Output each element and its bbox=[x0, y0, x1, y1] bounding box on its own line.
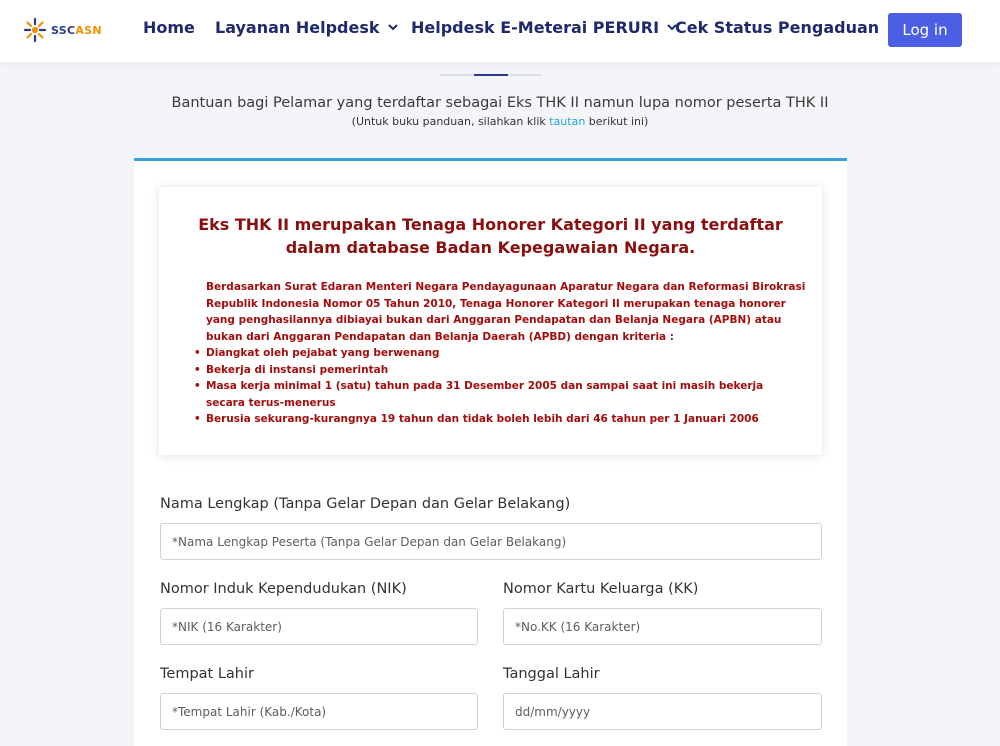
nik-input[interactable] bbox=[160, 608, 478, 645]
logo-text bbox=[51, 24, 102, 37]
sscasn-logo-icon bbox=[22, 15, 48, 45]
nav-layanan-helpdesk-label: Layanan Helpdesk bbox=[215, 18, 380, 37]
nama-lengkap-input[interactable] bbox=[160, 523, 822, 560]
logo-text-asn: ASN bbox=[75, 23, 102, 37]
intro-subtext bbox=[0, 115, 1000, 128]
sscasn-logo[interactable] bbox=[22, 14, 102, 46]
criteria-item: • Berusia sekurang-kurangnya 19 tahun dan tidak boleh lebih dari 46 tahun per 1 Januari 2006 bbox=[194, 411, 794, 428]
guide-link[interactable]: tautan bbox=[549, 115, 586, 128]
notice-title: Eks THK II merupakan Tenaga Honorer Kategori II yang terdaftar dalam database Badan Kepegawaian Negara. bbox=[198, 215, 783, 257]
intro-text: Bantuan bagi Pelamar yang terdaftar sebagai Eks THK II namun lupa nomor peserta THK II bbox=[171, 95, 829, 111]
nav-cek-status[interactable] bbox=[675, 18, 879, 37]
intro-subtext-suffix: berikut ini) bbox=[585, 115, 649, 128]
tempat-lahir-input[interactable] bbox=[160, 693, 478, 730]
top-navbar bbox=[0, 0, 1000, 62]
logo-text-ssc: SSC bbox=[51, 23, 76, 37]
kk-input[interactable] bbox=[503, 608, 822, 645]
kk-label: Nomor Kartu Keluarga (KK) bbox=[503, 581, 699, 597]
nav-home[interactable] bbox=[143, 18, 195, 37]
criteria-item: • Diangkat oleh pejabat yang berwenang bbox=[194, 345, 794, 362]
step-indicator-active bbox=[474, 74, 508, 76]
criteria-item: • Bekerja di instansi pemerintah bbox=[194, 362, 794, 379]
nav-layanan-helpdesk[interactable] bbox=[215, 18, 398, 37]
notice-body: Berdasarkan Surat Edaran Menteri Negara Pendayagunaan Aparatur Negara dan Reformasi Birokrasi Republik Indonesia Nomor 05 Tahun 2010, Tenaga Honorer Kategori II merupakan tenaga honorer yang penghasilannya dibiayai bukan dari Anggaran Pendapatan dan Belanja Negara (APBN) atau bukan dari Anggaran Pendapatan dan Belanja Daerah (APBD) dengan kriteria : bbox=[206, 281, 806, 343]
nama-label: Nama Lengkap (Tanpa Gelar Depan dan Gelar Belakang) bbox=[160, 496, 571, 512]
nav-cek-status-label: Cek Status Pengaduan bbox=[675, 18, 880, 37]
intro-subtext-prefix: (Untuk buku panduan, silahkan klik bbox=[351, 115, 550, 128]
chevron-down-icon bbox=[388, 24, 398, 31]
criteria-list bbox=[194, 345, 794, 428]
criteria-item: • Masa kerja minimal 1 (satu) tahun pada 31 Desember 2005 dan sampai saat ini masih bekerja secara terus-menerus bbox=[194, 378, 794, 411]
nav-helpdesk-emeterai[interactable] bbox=[411, 18, 677, 37]
login-button[interactable]: Log in bbox=[888, 13, 962, 47]
tanggal-lahir-label: Tanggal Lahir bbox=[503, 666, 600, 682]
tempat-lahir-label: Tempat Lahir bbox=[160, 666, 254, 682]
nik-label: Nomor Induk Kependudukan (NIK) bbox=[160, 581, 407, 597]
nav-home-label: Home bbox=[143, 18, 195, 37]
tanggal-lahir-input[interactable] bbox=[503, 693, 822, 730]
nav-helpdesk-emeterai-label: Helpdesk E-Meterai PERURI bbox=[411, 18, 660, 37]
notice-box bbox=[159, 187, 822, 455]
